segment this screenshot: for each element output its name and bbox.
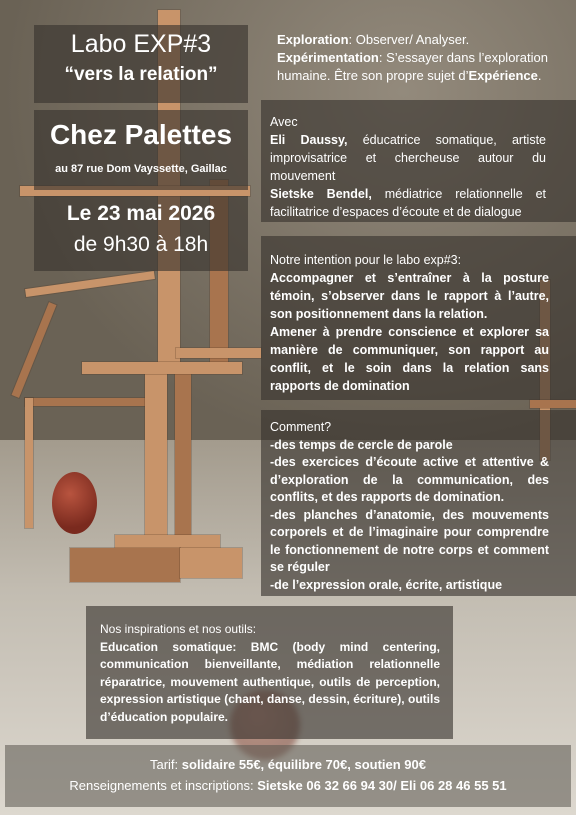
wood-post xyxy=(175,370,191,540)
wood-beam xyxy=(82,362,242,374)
intro-text xyxy=(277,31,562,85)
wood-base xyxy=(70,548,180,582)
avec-heading: Avec xyxy=(270,115,298,129)
venue-address: au 87 rue Dom Vayssette, Gaillac xyxy=(55,163,227,175)
wood-base xyxy=(180,548,242,578)
intro-experimentation-label: Expérimentation xyxy=(277,50,379,65)
wood-beam xyxy=(25,398,150,406)
intention-para1: Accompagner et s’entraîner à la posture témoin, s’observer dans le rapport à l’autre, son positionnement dans la relation. xyxy=(270,271,549,321)
intention-text xyxy=(270,251,549,395)
intro-exploration-label: Exploration xyxy=(277,32,349,47)
comment-item: -de l’expression orale, écrite, artistique xyxy=(270,577,503,592)
event-subtitle: “vers la relation” xyxy=(64,64,218,85)
tarif-values: solidaire 55€, équilibre 70€, soutien 90€ xyxy=(181,757,427,772)
intro-period: . xyxy=(537,68,542,83)
person2-desc: médiatrice relationnelle et facilitatrice d’espaces d’écoute et de dialogue xyxy=(270,187,546,219)
comment-item: -des exercices d’écoute active et attentive & d’exploration de la communication, des conflits, et des rapports de domination. xyxy=(270,455,549,504)
inspirations-body: Education somatique: BMC (body mind centering, communication bienveillante, médiation relationnelle réparatrice, mouvement authentique, outils de perception, expression artistique (chant, danse, dessin, écriture), outils d’éducation populaire. xyxy=(100,639,440,724)
comment-item: -des temps de cercle de parole xyxy=(270,437,453,452)
intro-experimentation-text: : S’essayer dans l’exploration humaine. Être son propre sujet d’ xyxy=(277,50,548,83)
event-time: de 9h30 à 18h xyxy=(73,233,209,256)
intention-heading: Notre intention pour le labo exp#3: xyxy=(270,253,462,267)
footer-contact xyxy=(5,778,571,793)
comment-text xyxy=(270,419,549,594)
wood-post xyxy=(145,370,167,540)
wood-beam-right xyxy=(530,400,576,408)
event-title: Labo EXP#3 xyxy=(70,30,212,58)
event-date: Le 23 mai 2026 xyxy=(66,202,216,225)
egg-shape xyxy=(52,472,97,534)
footer-box xyxy=(5,745,571,807)
contact-values: Sietske 06 32 66 94 30/ Eli 06 28 46 55 51 xyxy=(257,778,507,793)
comment-item: -des planches d’anatomie, des mouvements corporels et de l’imaginaire pour comprendre le fonctionnement de notre corps et comment se réguler xyxy=(270,507,549,574)
tarif-label: Tarif: xyxy=(149,757,182,772)
person1-desc: éducatrice somatique, artiste improvisatrice et chercheuse autour du mouvement xyxy=(270,133,546,183)
wood-beam xyxy=(176,348,261,358)
wood-base xyxy=(115,535,220,549)
footer-tarif xyxy=(5,757,571,772)
comment-heading: Comment? xyxy=(270,420,332,434)
inspirations-heading: Nos inspirations et nos outils: xyxy=(100,622,257,636)
avec-text xyxy=(270,113,546,221)
intro-exploration-text: : Observer/ Analyser. xyxy=(348,32,470,47)
venue-name: Chez Palettes xyxy=(49,119,233,150)
intention-para2: Amener à prendre conscience et explorer sa manière de communiquer, son rapport au conflit, et le soin dans la relation sans rapports de domination xyxy=(270,325,549,393)
contact-label: Renseignements et inscriptions: xyxy=(69,778,258,793)
person2-name: Sietske Bendel, xyxy=(270,187,372,201)
wood-leg xyxy=(25,398,33,528)
person1-name: Eli Daussy, xyxy=(270,133,348,147)
inspirations-text xyxy=(100,621,440,726)
intro-experience-word: Expérience xyxy=(468,68,538,83)
